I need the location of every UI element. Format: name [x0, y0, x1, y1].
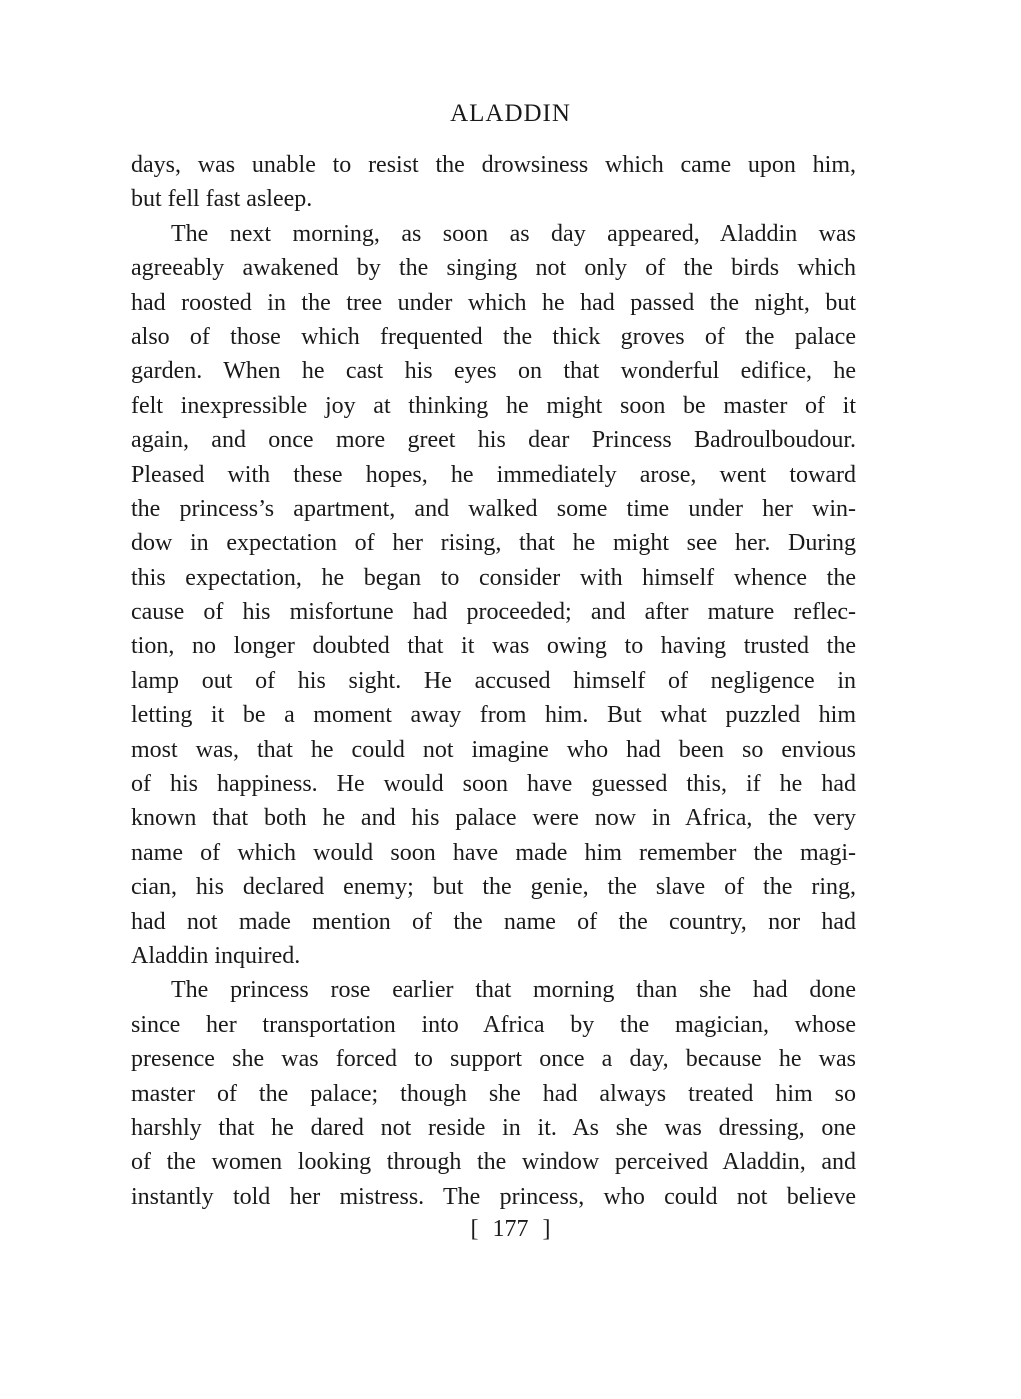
text-line: letting it be a moment away from him. But what puzzled him	[131, 702, 856, 729]
text-line: again, and once more greet his dear Princess Badroulboudour.	[131, 427, 856, 454]
text-line: of the women looking through the window perceived Aladdin, and	[131, 1149, 856, 1176]
text-line: this expectation, he began to consider with himself whence the	[131, 564, 856, 591]
paragraph	[131, 217, 856, 974]
text-line: Pleased with these hopes, he immediately arose, went toward	[131, 461, 856, 488]
page-number-footer	[0, 1216, 1021, 1243]
text-line: had not made mention of the name of the country, nor had	[131, 908, 856, 935]
text-line: dow in expectation of her rising, that he might see her. During	[131, 530, 856, 557]
text-line: garden. When he cast his eyes on that wonderful edifice, he	[131, 358, 856, 385]
text-line: The princess rose earlier that morning than she had done	[171, 977, 856, 1004]
text-line: since her transportation into Africa by the magician, whose	[131, 1011, 856, 1038]
text-line: of his happiness. He would soon have guessed this, if he had	[131, 771, 856, 798]
text-line: instantly told her mistress. The princess, who could not believe	[131, 1183, 856, 1210]
text-line: days, was unable to resist the drowsiness which came upon him,	[131, 152, 856, 178]
text-line: agreeably awakened by the singing not only of the birds which	[131, 255, 856, 282]
body-text	[131, 148, 856, 1214]
running-head: ALADDIN	[450, 100, 571, 127]
text-line: but fell fast asleep.	[131, 186, 313, 213]
page-number: 177	[492, 1216, 529, 1242]
text-line: tion, no longer doubted that it was owing to having trusted the	[131, 633, 856, 660]
text-line: Aladdin inquired.	[131, 942, 301, 969]
text-line: had roosted in the tree under which he had passed the night, but	[131, 289, 856, 316]
bracket-open: [	[470, 1216, 479, 1242]
text-line: The next morning, as soon as day appeared, Aladdin was	[171, 220, 856, 247]
text-line: name of which would soon have made him remember the magi-	[131, 839, 856, 866]
bracket-close: ]	[542, 1216, 551, 1242]
text-line: lamp out of his sight. He accused himself of negligence in	[131, 667, 856, 694]
text-line: the princess’s apartment, and walked some time under her win-	[131, 495, 856, 522]
text-line: also of those which frequented the thick groves of the palace	[131, 323, 856, 350]
text-line: cause of his misfortune had proceeded; and after mature reflec-	[131, 599, 856, 626]
paragraph-continuation	[131, 148, 856, 217]
text-line: known that both he and his palace were now in Africa, the very	[131, 805, 856, 832]
paragraph	[131, 973, 856, 1214]
text-line: presence she was forced to support once a day, because he was	[131, 1046, 856, 1073]
text-line: harshly that he dared not reside in it. As she was dressing, one	[131, 1114, 856, 1141]
text-line: master of the palace; though she had always treated him so	[131, 1080, 856, 1107]
text-line: cian, his declared enemy; but the genie, the slave of the ring,	[131, 874, 856, 901]
text-line: felt inexpressible joy at thinking he might soon be master of it	[131, 392, 856, 419]
text-line: most was, that he could not imagine who had been so envious	[131, 736, 856, 763]
